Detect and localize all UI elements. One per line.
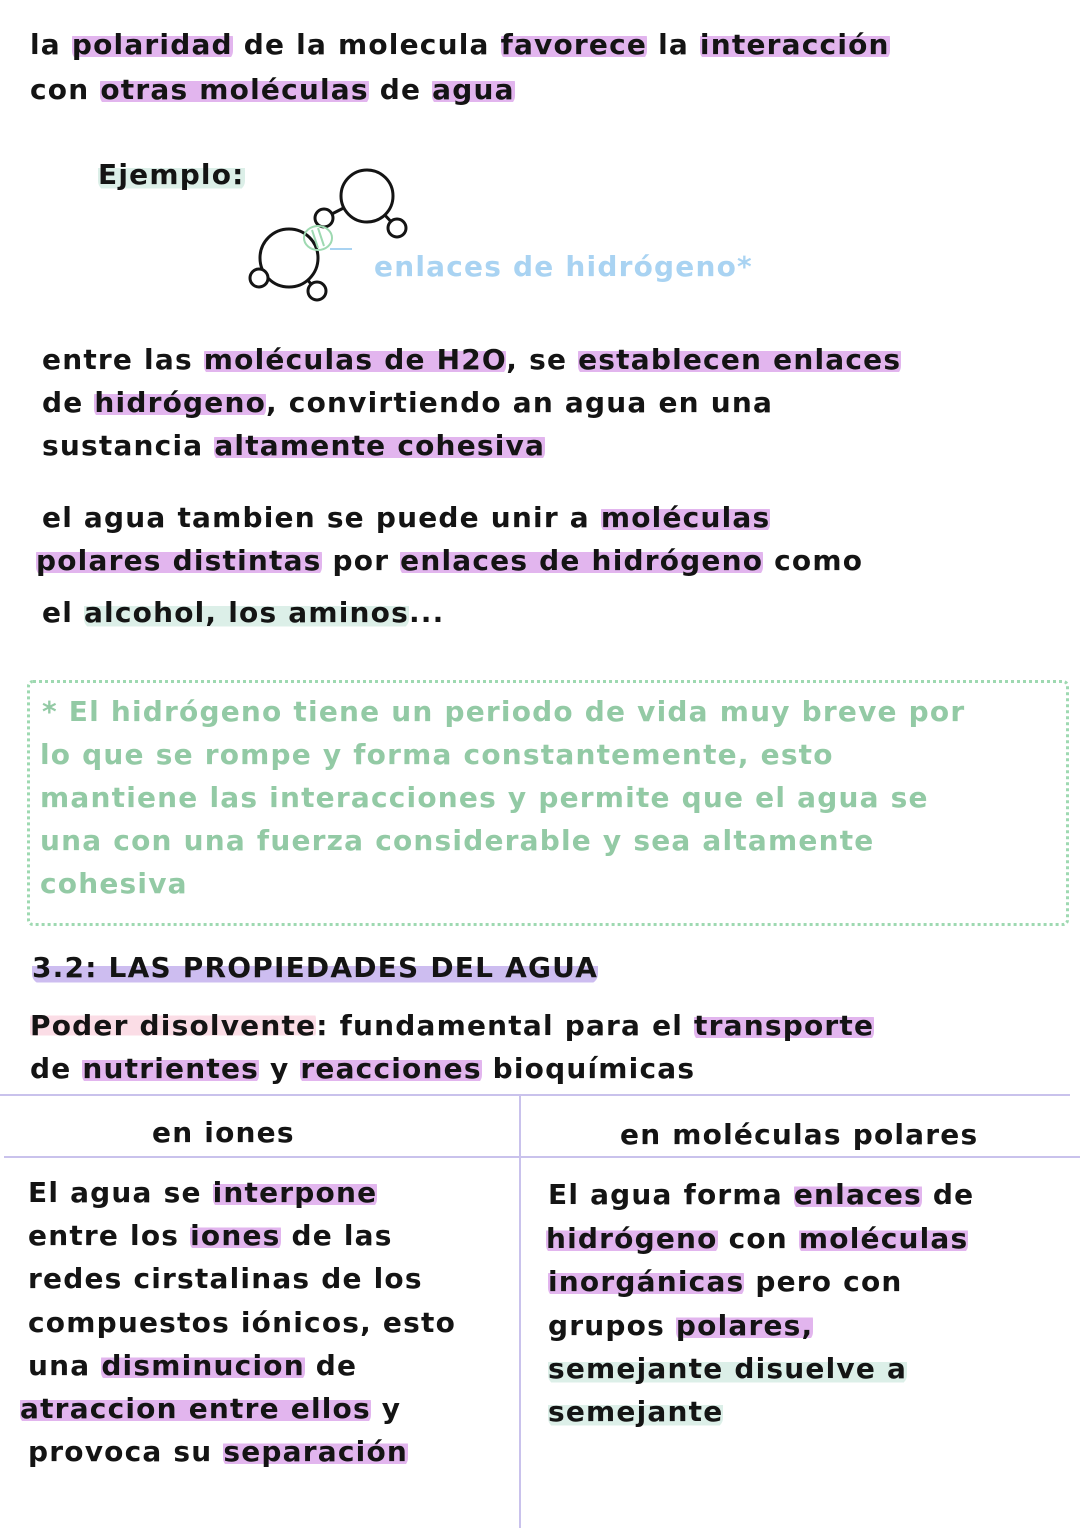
text-segment: de <box>368 73 433 106</box>
text-segment: el <box>42 596 84 629</box>
text-segment: sustancia <box>42 429 215 462</box>
text-segment: enlaces de hidrógeno* <box>374 250 753 283</box>
text-line-p2-3 <box>42 595 444 631</box>
highlighted-text: Poder disolvente <box>30 1009 317 1042</box>
text-line-ions-2 <box>28 1218 393 1254</box>
highlighted-text: moléculas de H2O <box>203 343 507 376</box>
text-line-note-1 <box>42 694 965 730</box>
highlighted-text: disminucion <box>101 1349 305 1382</box>
text-segment: redes cirstalinas de los <box>28 1262 423 1295</box>
text-line-polar-3 <box>548 1264 903 1300</box>
text-line-solvent-2 <box>30 1051 695 1087</box>
text-line-p1-1 <box>42 342 901 378</box>
water-molecule-diagram-full <box>240 160 420 310</box>
highlighted-text: reacciones <box>300 1052 482 1085</box>
table-header-rule <box>4 1156 1080 1158</box>
text-line-note-2 <box>40 737 834 773</box>
highlighted-text: nutrientes <box>82 1052 260 1085</box>
text-segment: y <box>259 1052 301 1085</box>
text-line-p1-3 <box>42 428 545 464</box>
text-line-example-label <box>98 157 245 193</box>
text-line-ions-7 <box>28 1434 408 1470</box>
highlighted-text: transporte <box>694 1009 875 1042</box>
table-column-divider <box>519 1095 521 1528</box>
highlighted-text: polares, <box>675 1309 814 1342</box>
highlighted-text: semejante disuelve a <box>548 1352 908 1385</box>
text-segment: de <box>921 1178 975 1211</box>
text-line-polar-4 <box>548 1308 813 1344</box>
text-segment: en iones <box>152 1116 295 1149</box>
highlighted-text: semejante <box>548 1395 724 1428</box>
oxygen-atom <box>341 170 393 222</box>
text-line-note-4 <box>40 823 874 859</box>
text-line-p1-2 <box>42 385 773 421</box>
text-segment: provoca su <box>28 1435 224 1468</box>
table-top-rule <box>0 1094 1070 1096</box>
highlighted-text: polares distintas <box>36 544 322 577</box>
highlighted-text: otras moléculas <box>100 73 369 106</box>
text-line-col-header-ions <box>152 1115 295 1151</box>
hydrogen-atom <box>250 269 268 287</box>
highlighted-text: enlaces <box>793 1178 922 1211</box>
highlighted-text: polaridad <box>71 28 233 61</box>
text-segment: la <box>30 28 72 61</box>
text-segment: compuestos iónicos, esto <box>28 1306 457 1339</box>
text-segment: con <box>30 73 101 106</box>
text-line-section-heading <box>32 950 598 986</box>
text-line-ions-3 <box>28 1261 423 1297</box>
text-segment: El agua forma <box>548 1178 794 1211</box>
text-segment: ... <box>408 596 445 629</box>
highlighted-text: moléculas <box>600 501 771 534</box>
text-segment: , convirtiendo an agua en una <box>266 386 774 419</box>
text-segment: El agua se <box>28 1176 213 1209</box>
text-segment: en moléculas polares <box>620 1118 979 1151</box>
text-line-polar-2 <box>546 1221 968 1257</box>
text-segment: y <box>370 1392 402 1425</box>
text-line-polar-6 <box>548 1394 723 1430</box>
text-segment: grupos <box>548 1309 676 1342</box>
text-segment: mantiene las interacciones y permite que el agua se <box>40 781 929 814</box>
text-line-note-3 <box>40 780 929 816</box>
text-line-intro-2 <box>30 72 515 108</box>
text-segment: de la molecula <box>232 28 501 61</box>
highlighted-text: separación <box>223 1435 409 1468</box>
text-segment: entre las <box>42 343 204 376</box>
highlighted-text: alcohol, los aminos <box>83 596 409 629</box>
highlighted-text: enlaces de hidrógeno <box>400 544 764 577</box>
text-segment: de <box>304 1349 358 1382</box>
highlighted-text: hidrógeno <box>546 1222 718 1255</box>
highlighted-text: iones <box>190 1219 281 1252</box>
text-segment: una <box>28 1349 102 1382</box>
text-line-ions-6 <box>20 1391 401 1427</box>
hydrogen-atom <box>308 282 326 300</box>
text-segment: pero con <box>744 1265 903 1298</box>
text-segment: como <box>763 544 864 577</box>
highlighted-text: interpone <box>212 1176 378 1209</box>
text-line-polar-5 <box>548 1351 907 1387</box>
text-segment: con <box>717 1222 799 1255</box>
text-segment: por <box>321 544 401 577</box>
highlighted-text: moléculas <box>798 1222 969 1255</box>
text-segment: una con una fuerza considerable y sea altamente <box>40 824 875 857</box>
hydrogen-atom <box>315 209 333 227</box>
text-line-p2-2 <box>36 543 863 579</box>
highlighted-text: establecen enlaces <box>578 343 902 376</box>
text-line-p2-1 <box>42 500 770 536</box>
text-segment: lo que se rompe y forma constantemente, esto <box>40 738 834 771</box>
highlighted-text: atraccion entre ellos <box>20 1392 371 1425</box>
highlighted-text: 3.2: LAS PROPIEDADES DEL AGUA <box>32 951 599 984</box>
text-line-solvent-1 <box>30 1008 874 1044</box>
highlighted-text: altamente cohesiva <box>214 429 546 462</box>
text-line-note-5 <box>40 866 188 902</box>
text-line-ions-5 <box>28 1348 357 1384</box>
highlighted-text: agua <box>432 73 515 106</box>
text-segment: bioquímicas <box>481 1052 696 1085</box>
text-line-polar-1 <box>548 1177 974 1213</box>
text-segment: : fundamental para el <box>316 1009 695 1042</box>
text-line-ions-1 <box>28 1175 377 1211</box>
highlighted-text: interacción <box>699 28 890 61</box>
text-segment: de <box>30 1052 83 1085</box>
text-line-col-header-polar <box>620 1117 978 1153</box>
text-segment: entre los <box>28 1219 191 1252</box>
text-segment: * El hidrógeno tiene un periodo de vida muy breve por <box>42 695 966 728</box>
highlighted-text: inorgánicas <box>548 1265 745 1298</box>
hydrogen-atom <box>388 219 406 237</box>
text-segment: de las <box>280 1219 393 1252</box>
text-segment: cohesiva <box>40 867 188 900</box>
text-segment: el agua tambien se puede unir a <box>42 501 601 534</box>
highlighted-text: Ejemplo: <box>98 158 245 191</box>
highlighted-text: favorece <box>500 28 648 61</box>
text-line-diagram-label <box>374 249 753 285</box>
highlighted-text: hidrógeno <box>94 386 267 419</box>
text-line-ions-4 <box>28 1305 456 1341</box>
text-segment: la <box>647 28 700 61</box>
text-segment: de <box>42 386 95 419</box>
text-line-intro-1 <box>30 27 890 63</box>
text-segment: , se <box>506 343 579 376</box>
